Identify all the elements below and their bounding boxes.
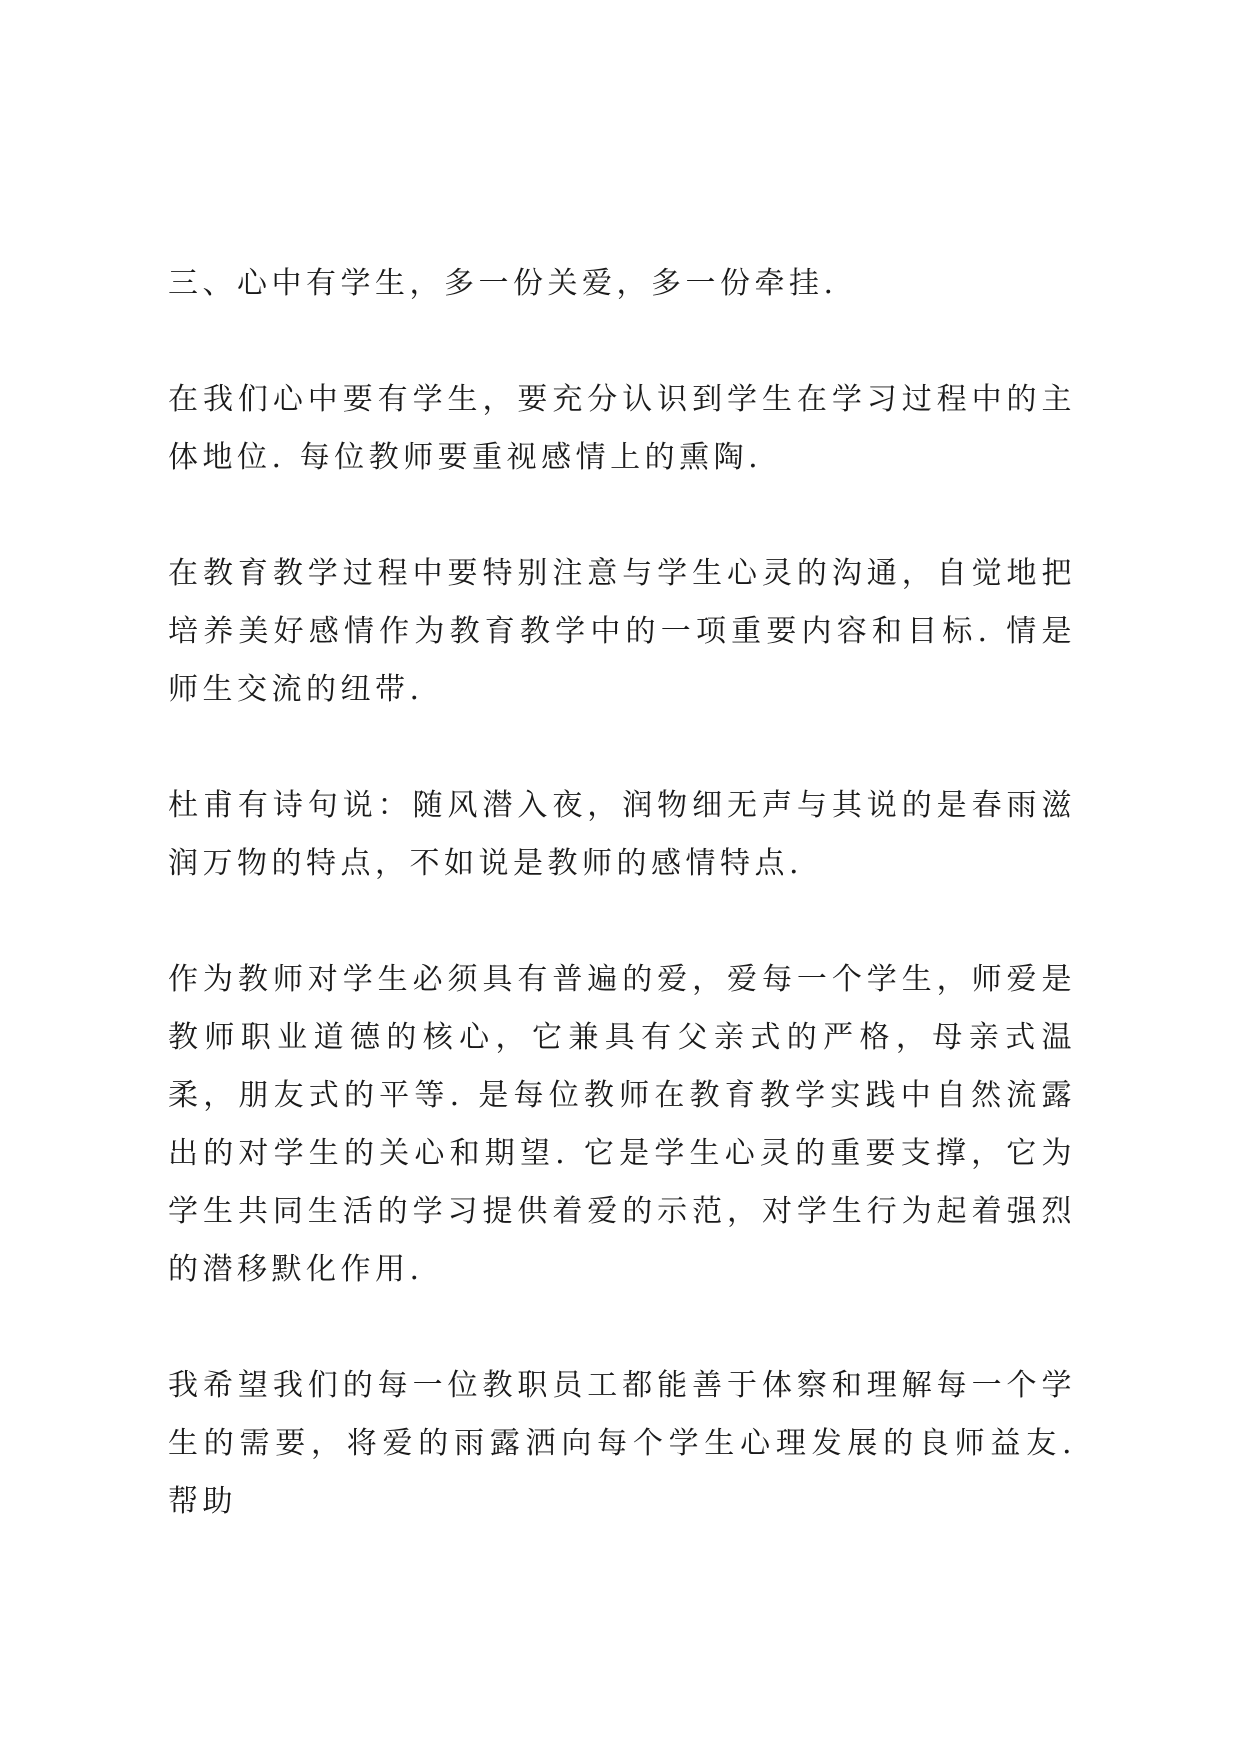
paragraph: 杜甫有诗句说：随风潜入夜，润物细无声与其说的是春雨滋润万物的特点，不如说是教师的感情特点.: [168, 788, 1076, 881]
section-heading: 三、心中有学生，多一份关爱，多一份牵挂.: [168, 266, 838, 301]
document-body: [168, 255, 1076, 1531]
paragraph: 我希望我们的每一位教职员工都能善于体察和理解每一个学生的需要，将爱的雨露洒向每个学生心理发展的良师益友. 帮助: [168, 1368, 1076, 1519]
paragraph: 在教育教学过程中要特别注意与学生心灵的沟通，自觉地把培养美好感情作为教育教学中的一项重要内容和目标. 情是师生交流的纽带.: [168, 556, 1076, 707]
paragraph: 在我们心中要有学生，要充分认识到学生在学习过程中的主体地位. 每位教师要重视感情上的熏陶.: [168, 382, 1076, 475]
paragraph: 作为教师对学生必须具有普遍的爱，爱每一个学生，师爱是教师职业道德的核心，它兼具有父亲式的严格，母亲式温柔，朋友式的平等. 是每位教师在教育教学实践中自然流露出的对学生的关心和期望. 它是学生心灵的重要支撑，它为学生共同生活的学习提供着爱的示范，对学生行为起着强烈的潜移默化作用.: [168, 962, 1076, 1287]
